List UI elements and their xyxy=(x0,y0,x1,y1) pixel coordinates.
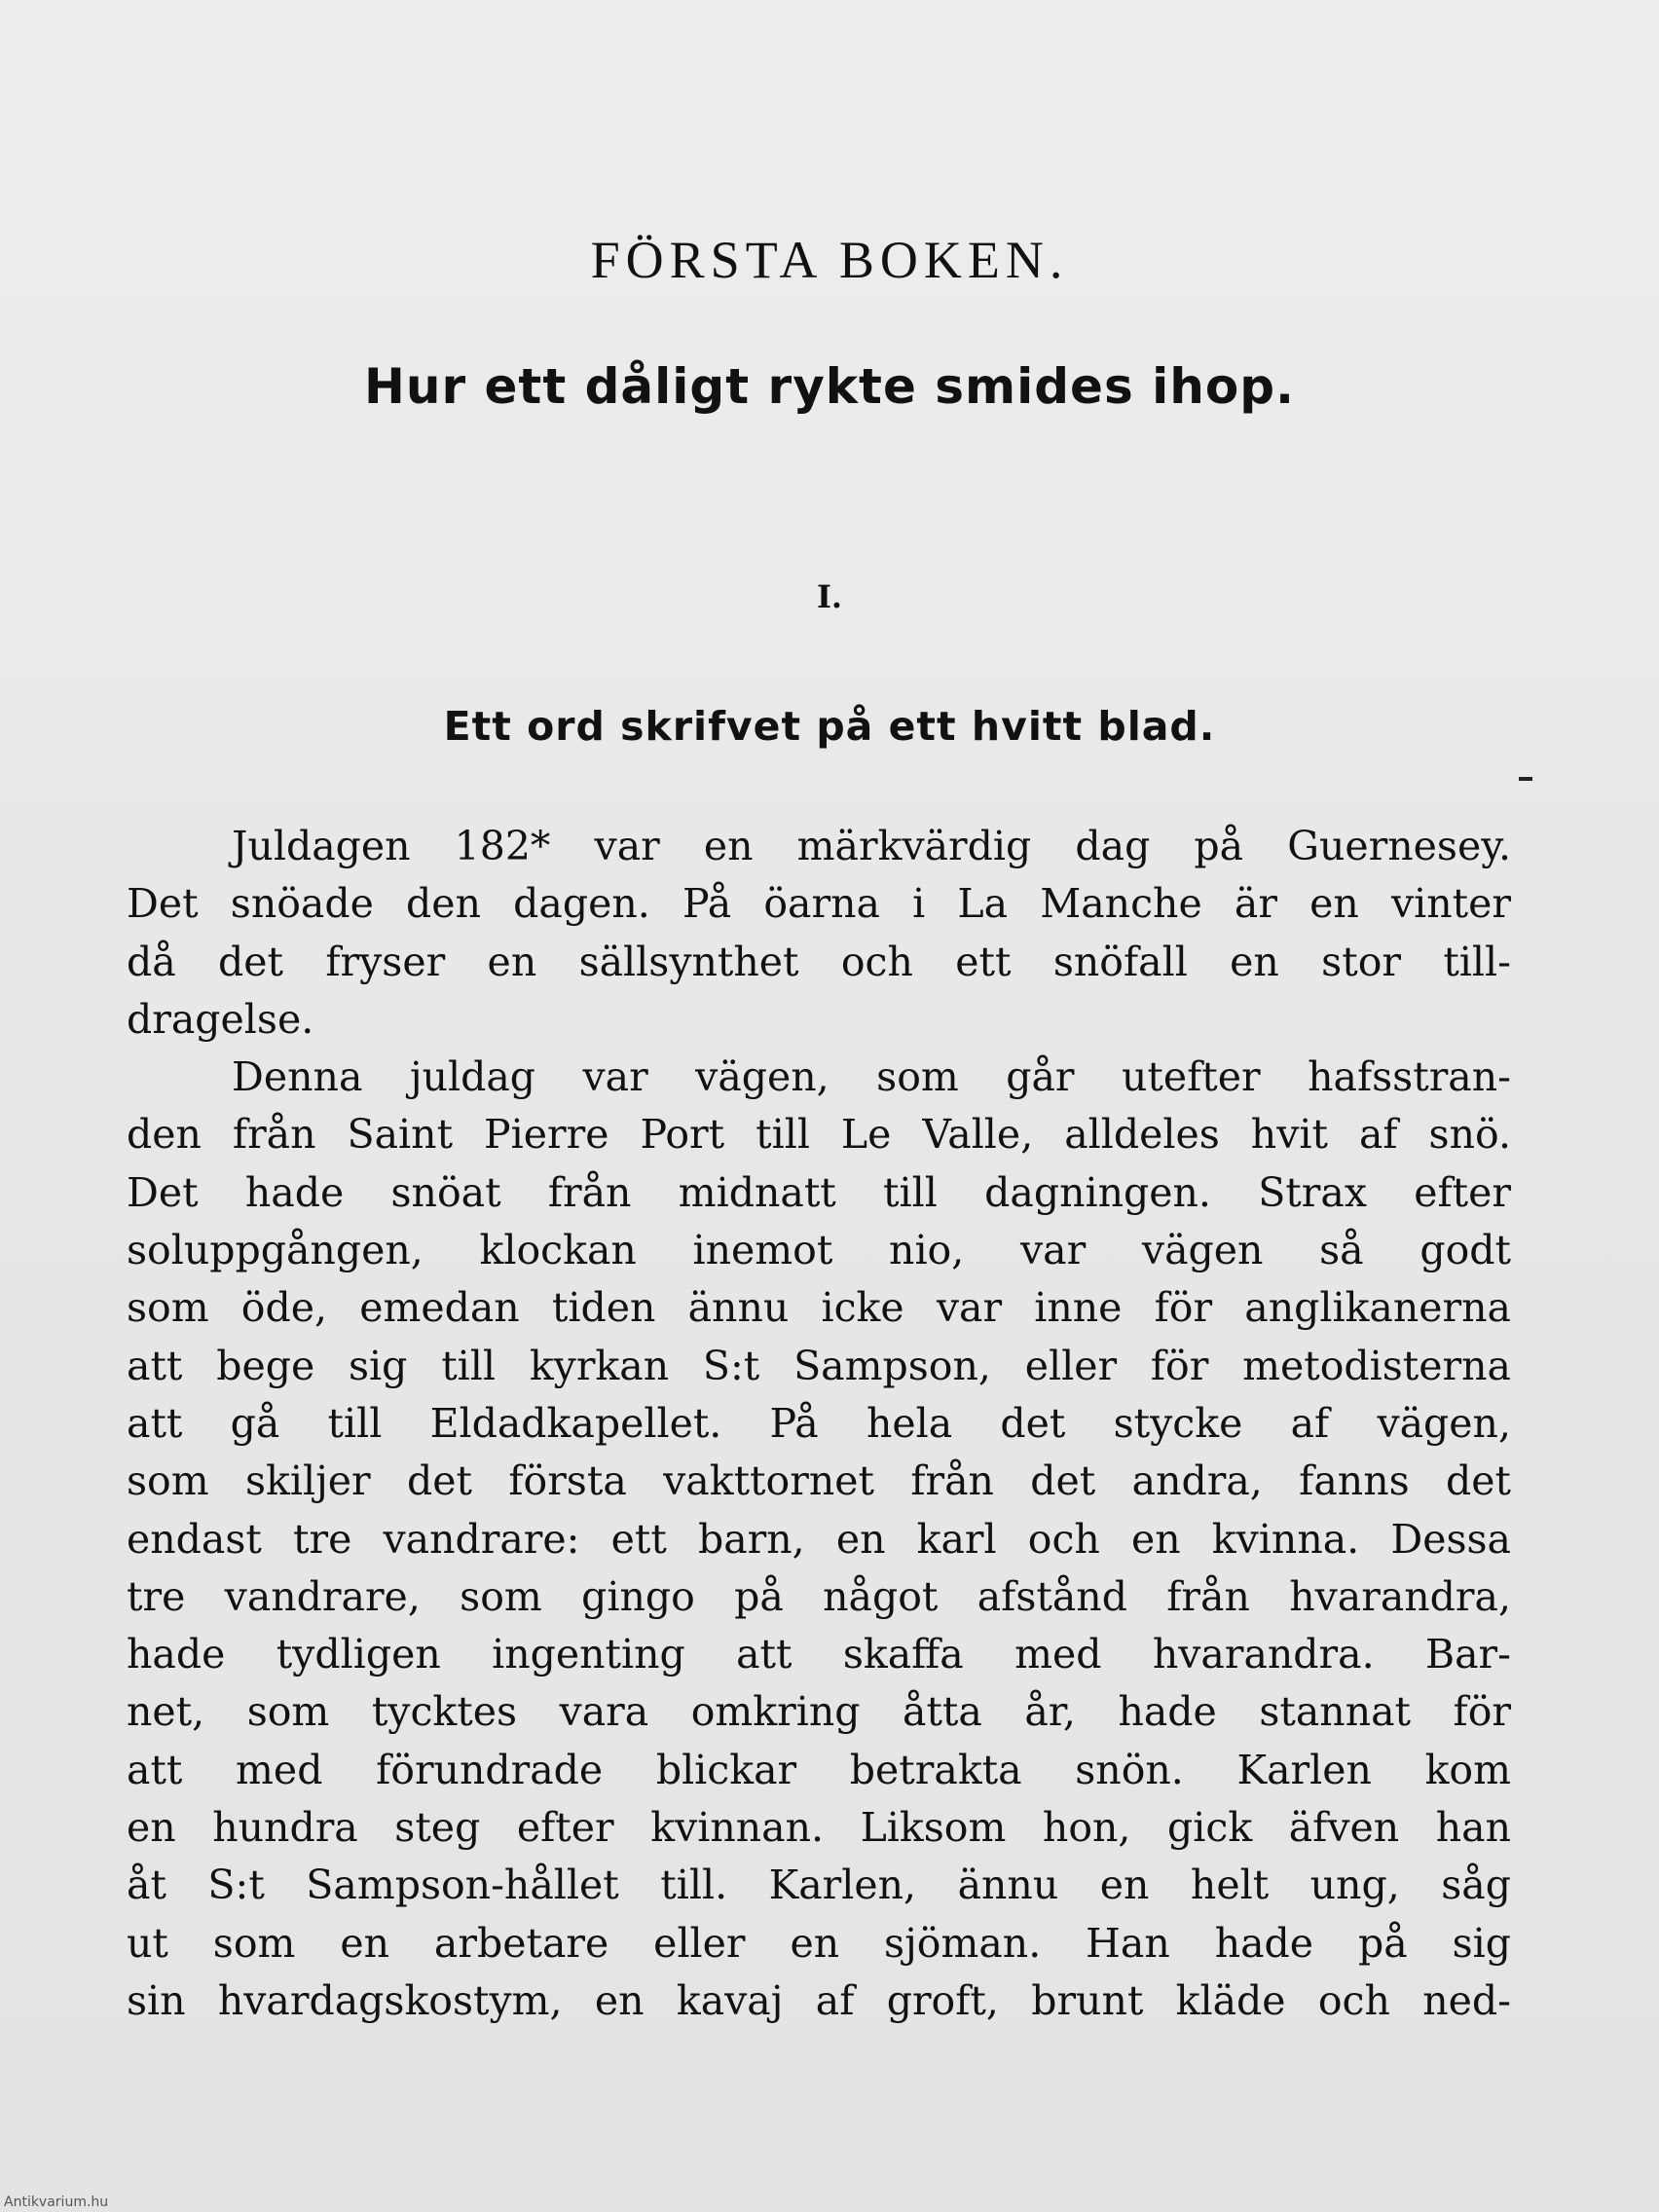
chapter-title: Ett ord skrifvet på ett hvitt blad. xyxy=(443,703,1216,750)
body-text xyxy=(127,818,1511,2030)
book-title: FÖRSTA BOKEN. xyxy=(590,231,1069,289)
text-line: ut som en arbetare eller en sjöman. Han hade på sig xyxy=(127,1919,1511,1967)
text-line: Juldagen 182* var en märkvärdig dag på Guernesey. xyxy=(232,823,1511,869)
text-line: net, som tycktes vara omkring åtta år, hade stannat för xyxy=(127,1688,1511,1736)
text-line: soluppgången, klockan inemot nio, var vägen så godt xyxy=(127,1227,1511,1274)
text-line: hade tydligen ingenting att skaffa med hvarandra. Bar- xyxy=(127,1631,1511,1678)
text-line: en hundra steg efter kvinnan. Liksom hon, gick äfven han xyxy=(127,1804,1511,1852)
chapter-number: I. xyxy=(816,578,843,615)
text-line: den från Saint Pierre Port till Le Valle, alldeles hvit af snö. xyxy=(127,1111,1511,1159)
watermark: Antikvarium.hu xyxy=(4,2194,109,2210)
text-line: som öde, emedan tiden ännu icke var inne för anglikanerna xyxy=(127,1284,1511,1332)
text-line: åt S:t Sampson-hållet till. Karlen, ännu en helt ung, såg xyxy=(127,1862,1511,1909)
text-line: dragelse. xyxy=(127,995,314,1043)
text-line: att bege sig till kyrkan S:t Sampson, eller för metodisterna xyxy=(127,1342,1511,1389)
text-line: då det fryser en sällsynthet och ett snöfall en stor till- xyxy=(127,938,1511,985)
text-line: Denna juldag var vägen, som går utefter hafsstran- xyxy=(232,1053,1511,1101)
text-line: endast tre vandrare: ett barn, en karl och en kvinna. Dessa xyxy=(127,1515,1511,1563)
text-line: att gå till Eldadkapellet. På hela det stycke af vägen, xyxy=(127,1399,1511,1447)
text-line: Det snöade den dagen. På öarna i La Manche är en vinter xyxy=(127,880,1511,928)
text-line: tre vandrare, som gingo på något afstånd från hvarandra, xyxy=(127,1572,1511,1620)
text-line: Det hade snöat från midnatt till dagningen. Strax efter xyxy=(127,1168,1511,1216)
text-line: sin hvardagskostym, en kavaj af groft, brunt kläde och ned- xyxy=(127,1976,1511,2024)
text-line: som skiljer det första vakttornet från det andra, fanns det xyxy=(127,1457,1511,1505)
text-line: att med förundrade blickar betrakta snön. Karlen kom xyxy=(127,1746,1511,1793)
margin-dash-mark xyxy=(1519,777,1532,781)
book-subtitle: Hur ett dåligt rykte smides ihop. xyxy=(364,358,1295,415)
